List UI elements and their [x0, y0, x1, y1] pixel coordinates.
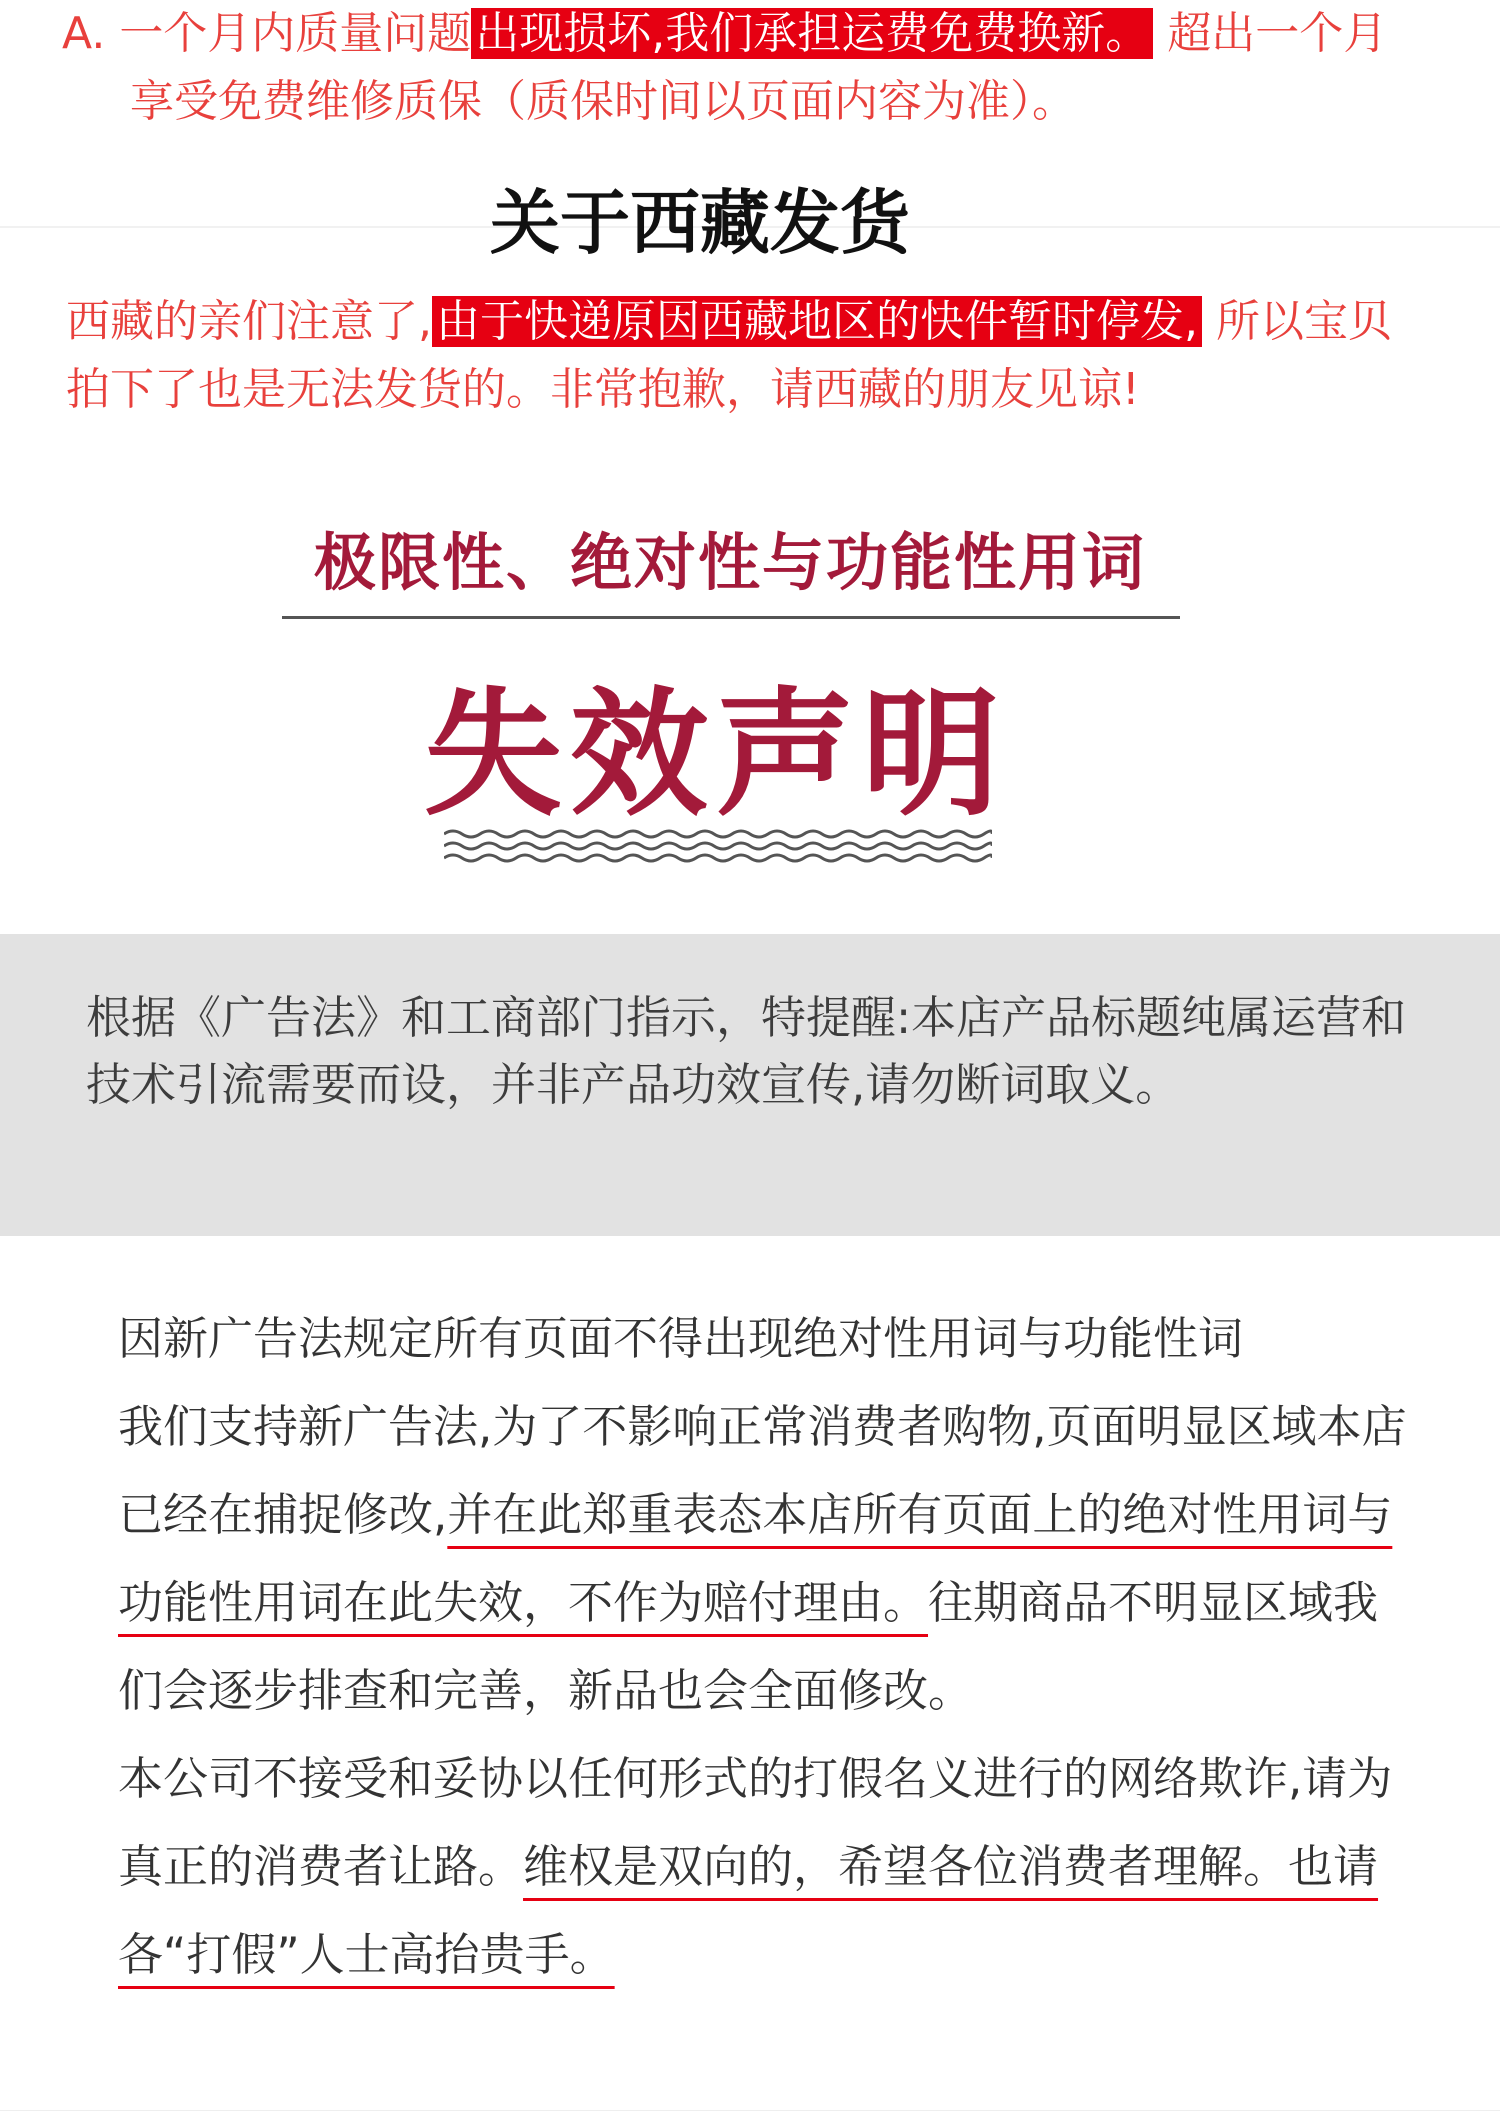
disclaimer-title: 失效声明: [423, 674, 1008, 835]
guarantee-text-end: 超出一个月: [1167, 8, 1388, 59]
guarantee-line-2: 享受免费维修质保（质保时间以页面内容为准）。: [130, 76, 1076, 127]
wave-decoration: [444, 828, 992, 864]
disclaimer-subtitle: 极限性、绝对性与功能性用词: [313, 526, 1146, 599]
tibet-highlight: 由于快递原因西藏地区的快件暂时停发,: [432, 296, 1202, 347]
body-p2-end: 往期商品不明显区域我们会逐步排查和完善，新品也会全面修改。: [118, 1576, 1379, 1717]
quality-guarantee-text: [62, 0, 1462, 136]
tibet-shipping-title: 关于西藏发货: [490, 182, 910, 264]
tibet-text-end: 所以宝贝: [1216, 296, 1392, 347]
guarantee-highlight: 出现损坏,我们承担运费免费换新。: [471, 8, 1153, 59]
list-prefix: A.: [62, 8, 106, 59]
subtitle-underline: [282, 616, 1180, 619]
ad-law-notice-text: 根据《广告法》和工商部门指示，特提醒:本店产品标题纯属运营和技术引流需要而设，并非产品功效宣传,请勿断词取义。: [86, 991, 1407, 1111]
tibet-line-2: 拍下了也是无法发货的。非常抱歉，请西藏的朋友见谅!: [66, 364, 1140, 415]
body-p2-underlined: 并在此郑重表态本店所有页面上的绝对性用词与功能性用词在此失效，不作为赔付理由。: [118, 1488, 1393, 1629]
tibet-shipping-notice: [66, 288, 1446, 424]
disclaimer-body: [50, 1295, 1410, 1999]
body-paragraph-1: 因新广告法规定所有页面不得出现绝对性用词与功能性词: [118, 1312, 1244, 1365]
body-p3-underlined: 维权是双向的，希望各位消费者理解。也请各“打假”人士高抬贵手。: [118, 1840, 1379, 1981]
guarantee-text-start: 一个月内质量问题: [119, 8, 472, 59]
body-paragraph-2: [50, 1383, 1410, 1735]
body-paragraph-3: [50, 1735, 1410, 1999]
body-p3-start: 本公司不接受和妥协以任何形式的打假名义进行的网络欺诈,请为真正的消费者让路。: [118, 1752, 1393, 1893]
tibet-text-start: 西藏的亲们注意了,: [66, 296, 432, 347]
bottom-divider: [0, 2110, 1500, 2111]
body-p2-start: 我们支持新广告法,为了不影响正常消费者购物,页面明显区域本店已经在捕捉修改,: [118, 1400, 1407, 1541]
